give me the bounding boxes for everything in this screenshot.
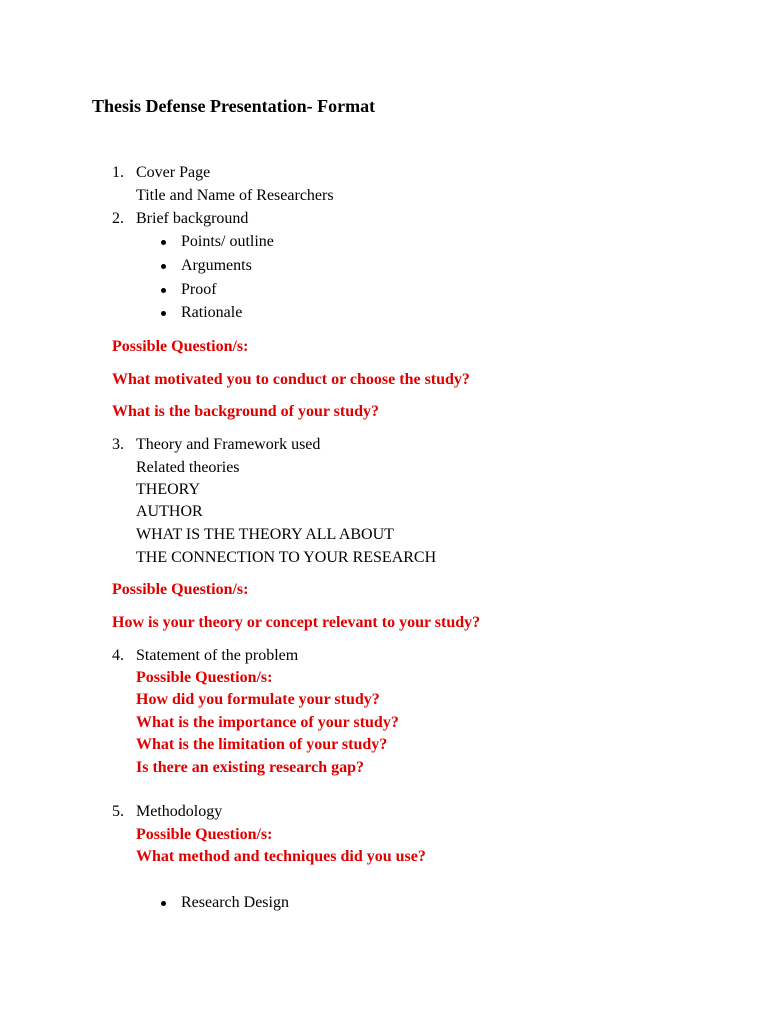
question: What is the importance of your study? (136, 714, 399, 731)
section-2-bullet: Arguments (181, 257, 252, 274)
section-5-number: 5. (112, 803, 124, 820)
possible-questions-label: Possible Question/s: (136, 669, 273, 686)
bullet-icon (161, 311, 166, 316)
section-3-number: 3. (112, 436, 124, 453)
section-2-bullet: Rationale (181, 304, 243, 321)
section-1-heading: Cover Page (136, 164, 211, 181)
question: How is your theory or concept relevant to your study? (112, 614, 481, 631)
section-3-line: AUTHOR (136, 503, 203, 520)
document-title: Thesis Defense Presentation- Format (92, 96, 376, 116)
question: Is there an existing research gap? (136, 759, 364, 776)
section-2-bullet: Points/ outline (181, 233, 274, 250)
question: How did you formulate your study? (136, 691, 380, 708)
section-5-bullet: Research Design (181, 894, 289, 911)
possible-questions-label: Possible Question/s: (136, 826, 273, 843)
section-2-number: 2. (112, 210, 124, 227)
question: What is the limitation of your study? (136, 736, 388, 753)
question: What method and techniques did you use? (136, 848, 426, 865)
section-4-heading: Statement of the problem (136, 647, 299, 664)
section-3-heading: Theory and Framework used (136, 436, 321, 453)
bullet-icon (161, 288, 166, 293)
section-3-line: WHAT IS THE THEORY ALL ABOUT (136, 526, 394, 543)
bullet-icon (161, 264, 166, 269)
section-4-number: 4. (112, 647, 124, 664)
section-1-number: 1. (112, 164, 124, 181)
bullet-icon (161, 240, 166, 245)
section-3-line: THEORY (136, 481, 200, 498)
question: What is the background of your study? (112, 403, 380, 420)
section-3-line: Related theories (136, 459, 240, 476)
section-3-line: THE CONNECTION TO YOUR RESEARCH (136, 549, 437, 566)
bullet-icon (161, 901, 166, 906)
question: What motivated you to conduct or choose the study? (112, 371, 470, 388)
section-5-heading: Methodology (136, 803, 223, 820)
section-1-detail: Title and Name of Researchers (136, 187, 334, 204)
possible-questions-label: Possible Question/s: (112, 581, 249, 598)
section-2-heading: Brief background (136, 210, 249, 227)
section-2-bullet: Proof (181, 281, 217, 298)
possible-questions-label: Possible Question/s: (112, 338, 249, 355)
